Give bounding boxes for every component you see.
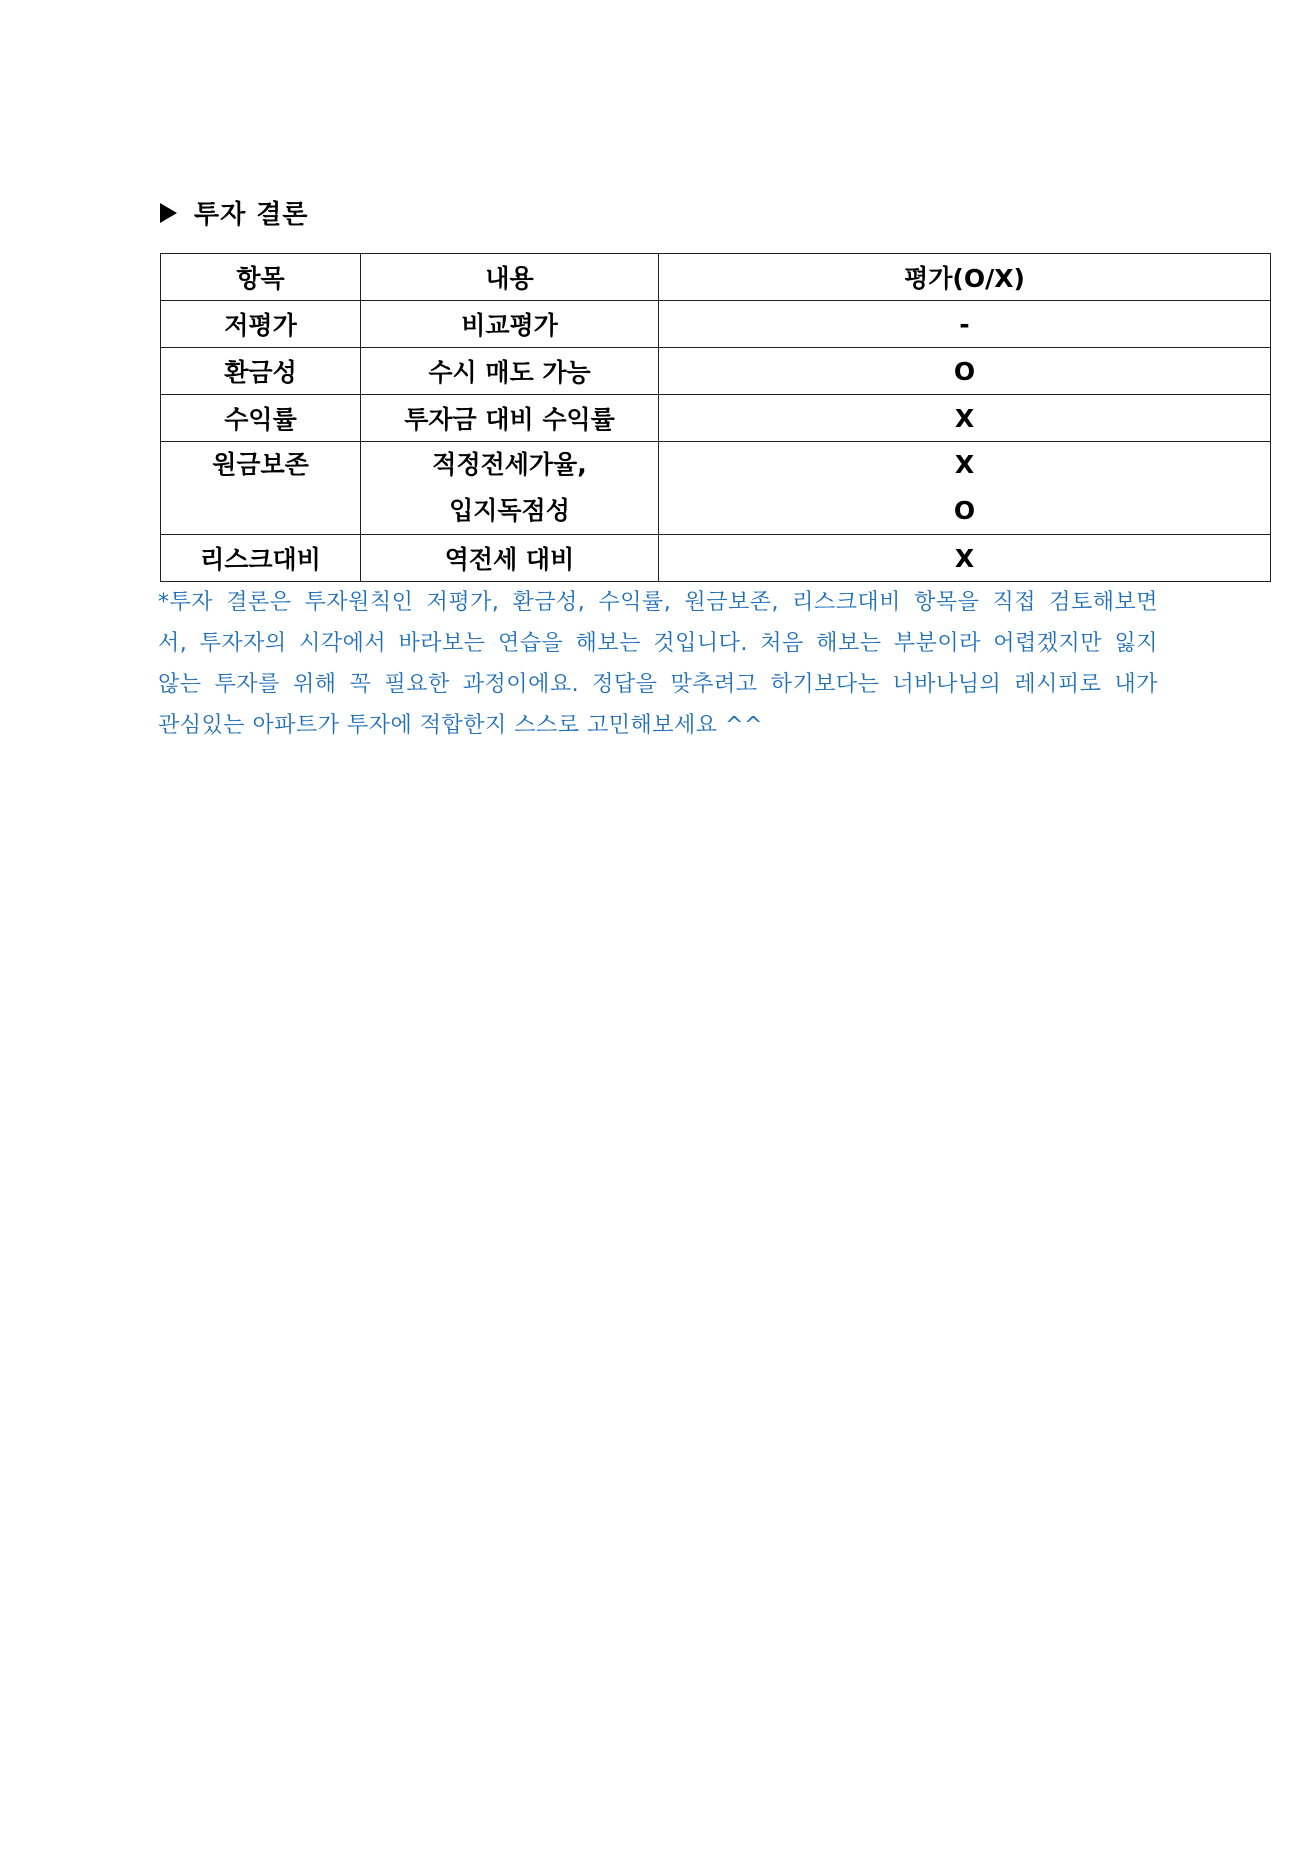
row-evaluation-line: O — [953, 496, 976, 525]
note-line: 서, 투자자의 시각에서 바라보는 연습을 해보는 것입니다. 처음 해보는 부분이라 어렵겠지만 잃지 — [158, 631, 1158, 656]
row-content-line: 입지독점성 — [449, 496, 570, 525]
row-content-cell — [361, 442, 659, 535]
guidance-note — [158, 582, 1158, 746]
row-evaluation-line: X — [954, 450, 975, 479]
row-content: 투자금 대비 수익률 — [361, 395, 659, 442]
row-item: 리스크대비 — [161, 535, 361, 582]
note-line: 않는 투자를 위해 꼭 필요한 과정이에요. 정답을 맞추려고 하기보다는 너바나님의 레시피로 내가 — [158, 672, 1158, 697]
row-evaluation-cell — [659, 442, 1271, 535]
table-row — [161, 301, 1271, 348]
note-line: *투자 결론은 투자원칙인 저평가, 환금성, 수익률, 원금보존, 리스크대비 항목을 직접 검토해보면 — [158, 590, 1158, 615]
header-content: 내용 — [361, 254, 659, 301]
table-row — [161, 348, 1271, 395]
row-item-cell — [161, 442, 361, 535]
header-evaluation: 평가(O/X) — [659, 254, 1271, 301]
table-row — [161, 395, 1271, 442]
row-evaluation: X — [659, 395, 1271, 442]
section-heading-text: 투자 결론 — [194, 199, 309, 230]
row-content: 역전세 대비 — [361, 535, 659, 582]
investment-conclusion-table — [160, 253, 1271, 582]
row-evaluation: X — [659, 535, 1271, 582]
row-evaluation: O — [659, 348, 1271, 395]
table-header-row — [161, 254, 1271, 301]
table-row — [161, 442, 1271, 535]
table-row — [161, 535, 1271, 582]
row-content-line: 적정전세가율, — [432, 450, 587, 479]
row-item: 저평가 — [161, 301, 361, 348]
row-item: 원금보존 — [212, 450, 309, 479]
row-evaluation: - — [659, 301, 1271, 348]
row-content: 수시 매도 가능 — [361, 348, 659, 395]
row-item: 수익률 — [161, 395, 361, 442]
note-line: 관심있는 아파트가 투자에 적합한지 스스로 고민해보세요 ^^ — [158, 713, 763, 738]
row-content: 비교평가 — [361, 301, 659, 348]
section-heading — [160, 192, 309, 232]
header-item: 항목 — [161, 254, 361, 301]
triangle-bullet-icon — [160, 203, 177, 223]
row-item: 환금성 — [161, 348, 361, 395]
